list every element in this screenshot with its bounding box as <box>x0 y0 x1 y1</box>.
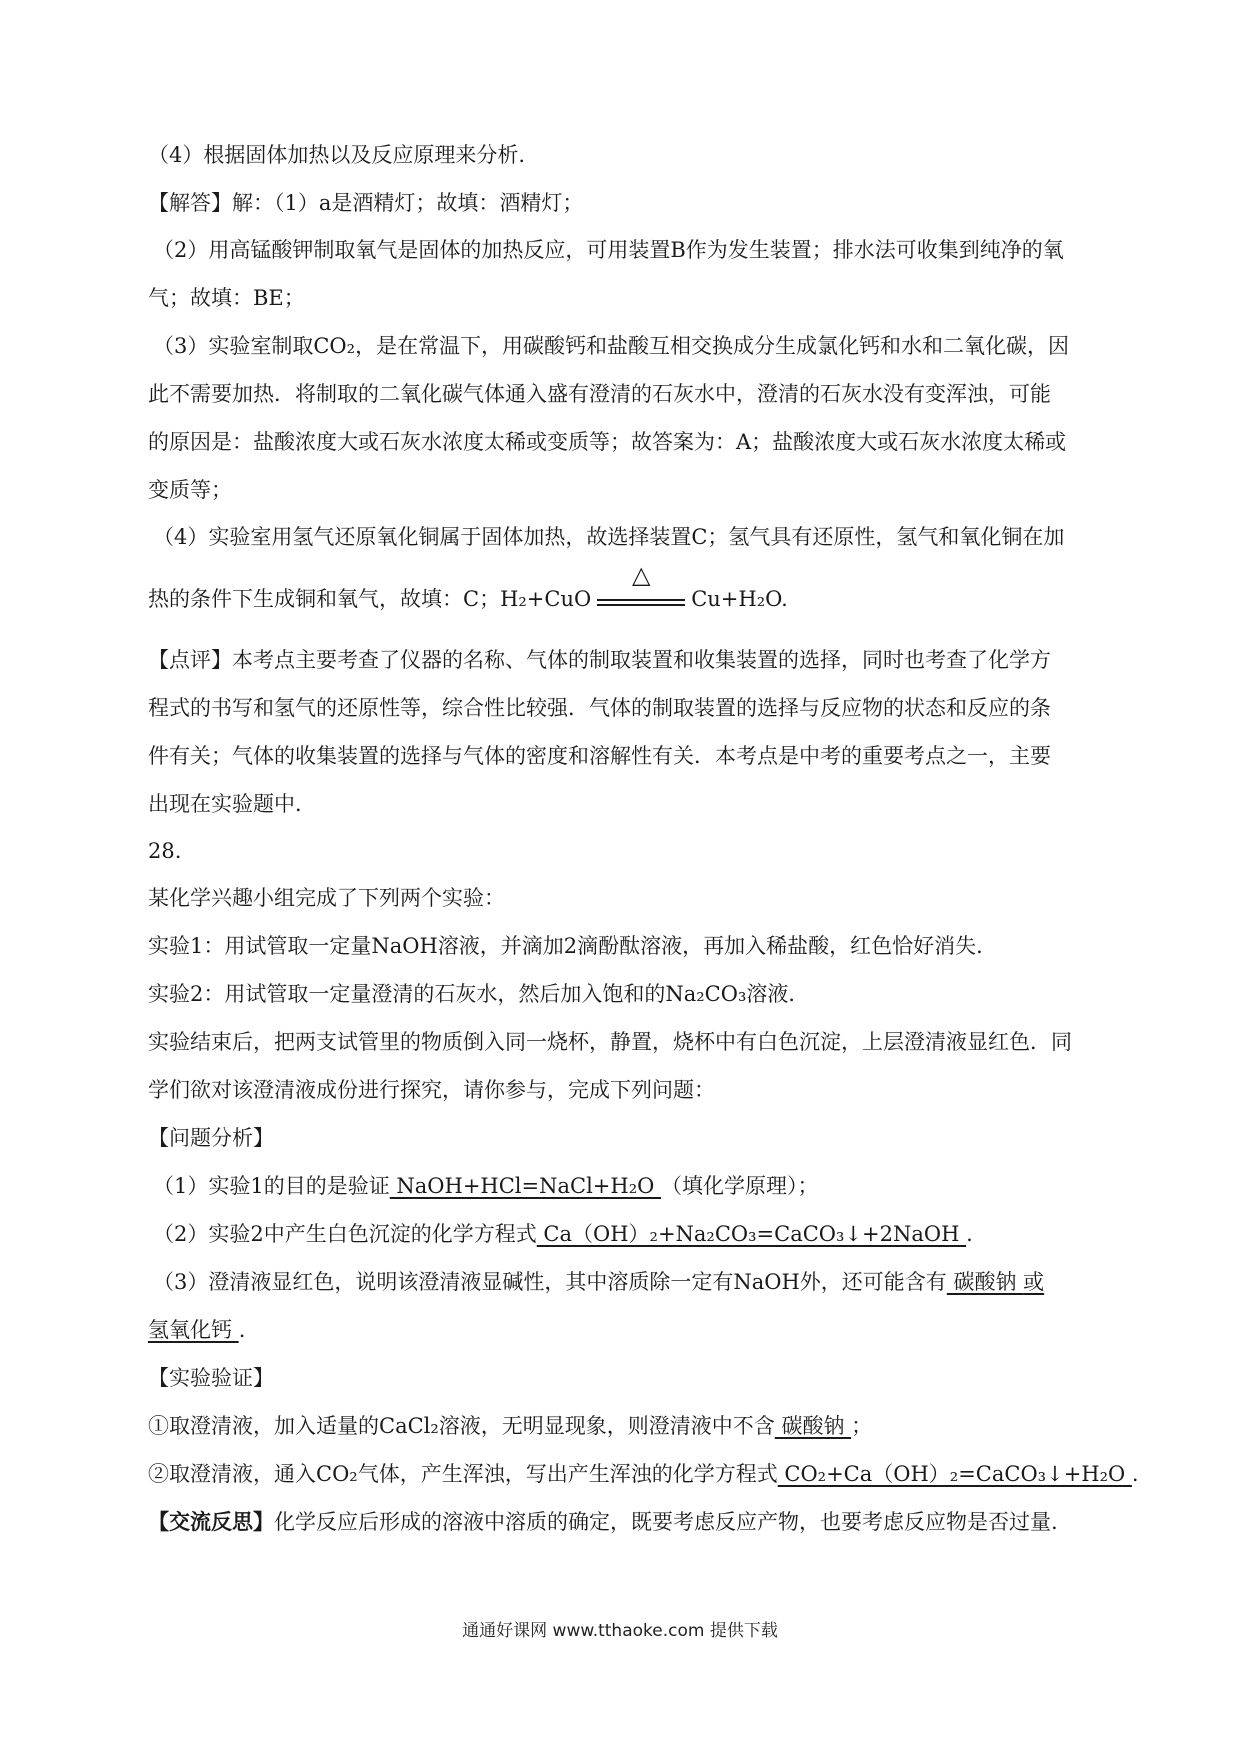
answer-blank: 碳酸钠 <box>946 1270 1024 1294</box>
item-text: ①取澄清液，加入适量的CaCl₂溶液，无明显现象，则澄清液中不含 <box>148 1414 775 1438</box>
text-line: 此不需要加热．将制取的二氧化碳气体通入盛有澄清的石灰水中，澄清的石灰水没有变浑浊，可能 <box>148 382 1051 406</box>
equation-before: 热的条件下生成铜和氧气，故填：C；H₂+CuO <box>148 587 592 611</box>
answer-blank: 碳酸钠 <box>774 1414 852 1438</box>
text-line: 的原因是：盐酸浓度大或石灰水浓度太稀或变质等；故答案为：A；盐酸浓度大或石灰水浓度太稀或 <box>148 430 1067 454</box>
page-footer: 通通好课网 www.tthaoke.com 提供下载 <box>462 1621 778 1641</box>
question-number: 28. <box>148 839 182 863</box>
text-line: 【解答】解：（1）a是酒精灯；故填：酒精灯； <box>148 191 584 215</box>
answer-blank: CO₂+Ca（OH）₂=CaCO₃↓+H₂O <box>777 1462 1132 1486</box>
equals-bar <box>597 599 685 601</box>
comment-line: 出现在实验题中． <box>148 792 316 816</box>
heat-triangle-icon: △ <box>631 561 651 589</box>
comment-line: 【点评】本考点主要考查了仪器的名称、气体的制取装置和收集装置的选择，同时也考查了化学方 <box>148 648 1051 672</box>
text-line: 气；故填：BE； <box>148 286 305 310</box>
section-heading: 【问题分析】 <box>148 1126 274 1150</box>
comment-line: 件有关；气体的收集装置的选择与气体的密度和溶解性有关．本考点是中考的重要考点之一，主要 <box>148 744 1051 768</box>
item-text: ②取澄清液，通入CO₂气体，产生浑浊，写出产生浑浊的化学方程式 <box>148 1462 778 1486</box>
item-text: （填化学原理）； <box>661 1174 819 1198</box>
reaction-condition <box>593 561 689 614</box>
item-text: 或 <box>1023 1270 1045 1294</box>
item-text: （2）实验2中产生白色沉淀的化学方程式 <box>153 1222 537 1246</box>
text-line: 学们欲对该澄清液成份进行探究，请你参与，完成下列问题： <box>148 1078 715 1102</box>
experiment-1: 实验1：用试管取一定量NaOH溶液，并滴加2滴酚酞溶液，再加入稀盐酸，红色恰好消失． <box>148 934 998 958</box>
text-line: 变质等； <box>148 478 232 502</box>
verify-item-2 <box>148 1459 1139 1489</box>
item-text: . <box>966 1222 973 1246</box>
verify-item-1 <box>148 1411 1098 1441</box>
analysis-item-2 <box>153 1219 1103 1249</box>
comment-line: 程式的书写和氢气的还原性等，综合性比较强．气体的制取装置的选择与反应物的状态和反应的条 <box>148 696 1051 720</box>
item-text: （3）澄清液显红色，说明该澄清液显碱性，其中溶质除一定有NaOH外，还可能含有 <box>153 1270 947 1294</box>
answer-blank: NaOH+HCl=NaCl+H₂O <box>389 1174 662 1198</box>
equals-bar <box>597 604 685 606</box>
equation-after: Cu+H₂O. <box>691 587 788 611</box>
reflection-text: 化学反应后形成的溶液中溶质的确定，既要考虑反应产物，也要考虑反应物是否过量. <box>274 1510 1058 1534</box>
section-heading: 【交流反思】 <box>148 1509 274 1534</box>
text-line: （2）用高锰酸钾制取氧气是固体的加热反应，可用装置B作为发生装置；排水法可收集到纯净的氧 <box>153 238 1064 262</box>
answer-blank: 氢氧化钙 <box>148 1318 239 1342</box>
analysis-item-3 <box>153 1267 1103 1297</box>
section-heading: 【实验验证】 <box>148 1366 274 1390</box>
reflection-line <box>148 1507 1098 1537</box>
question-intro: 某化学兴趣小组完成了下列两个实验： <box>148 886 505 910</box>
answer-blank: Ca（OH）₂+Na₂CO₃=CaCO₃↓+2NaOH <box>536 1222 967 1246</box>
item-text: （1）实验1的目的是验证 <box>153 1174 390 1198</box>
equation-line <box>148 561 1098 614</box>
text-line: 实验结束后，把两支试管里的物质倒入同一烧杯，静置，烧杯中有白色沉淀，上层澄清液显红色．同 <box>148 1030 1072 1054</box>
analysis-item-3-continued <box>148 1315 1098 1345</box>
item-text: . <box>238 1318 246 1342</box>
text-line: （4）实验室用氢气还原氧化铜属于固体加热，故选择装置C；氢气具有还原性，氢气和氧化铜在加 <box>153 525 1065 549</box>
text-line: （4）根据固体加热以及反应原理来分析. <box>148 143 526 167</box>
analysis-item-1 <box>153 1171 1103 1201</box>
item-text: ； <box>851 1414 873 1438</box>
experiment-2: 实验2：用试管取一定量澄清的石灰水，然后加入饱和的Na₂CO₃溶液． <box>148 982 810 1006</box>
text-line: （3）实验室制取CO₂，是在常温下，用碳酸钙和盐酸互相交换成分生成氯化钙和水和二氧化碳，因 <box>153 334 1070 358</box>
item-text: . <box>1131 1462 1139 1486</box>
